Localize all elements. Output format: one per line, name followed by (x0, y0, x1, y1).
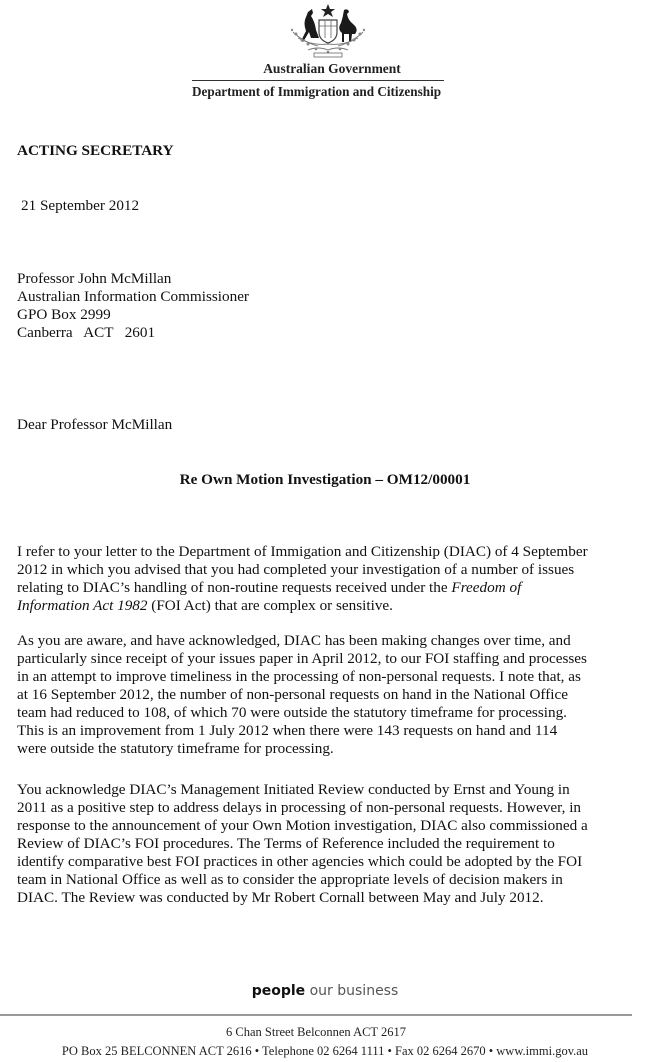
act-title-italic: Information Act 1982 (17, 597, 148, 614)
department-name: Department of Immigration and Citizenship (192, 84, 442, 99)
sender-title: ACTING SECRETARY (17, 142, 174, 159)
footer-street-address: 6 Chan Street Belconnen ACT 2617 (226, 1025, 406, 1039)
footer-tagline (0, 983, 650, 999)
paragraph-line: I refer to your letter to the Department of Immigation and Citizenship (DIAC) of 4 September (17, 543, 588, 560)
tagline-bold: people (251, 983, 306, 999)
subject-line: Re Own Motion Investigation – OM12/00001 (179, 471, 471, 488)
paragraph-line: This is an improvement from 1 July 2012 when there were 143 requests on hand and 114 (17, 722, 558, 739)
paragraph-line: team had reduced to 108, of which 70 were outside the statutory timeframe for processing. (17, 704, 567, 721)
paragraph-line: in an attempt to improve timeliness in the processing of non-personal requests. I note that, as (17, 668, 581, 685)
recipient-address (17, 270, 249, 342)
paragraph-line: particularly since receipt of your issues paper in April 2012, to our FOI staffing and processes (17, 650, 587, 667)
body-paragraph-2 (17, 632, 627, 758)
paragraph-text: (FOI Act) that are complex or sensitive. (147, 597, 393, 614)
paragraph-line: identify comparative best FOI practices in other agencies which could be adopted by the FOI (17, 853, 583, 870)
recipient-name: Professor John McMillan (17, 270, 172, 287)
paragraph-line: team in National Office as well as to consider the appropriate levels of decision makers in (17, 871, 563, 888)
salutation: Dear Professor McMillan (17, 416, 173, 433)
tagline-rest: our business (305, 983, 399, 999)
letterhead-divider (192, 80, 444, 81)
recipient-city: Canberra ACT 2601 (17, 324, 156, 341)
recipient-position: Australian Information Commissioner (17, 288, 249, 305)
paragraph-line: 2012 in which you advised that you had completed your investigation of a number of issues (17, 561, 575, 578)
paragraph-line: at 16 September 2012, the number of non-personal requests on hand in the National Office (17, 686, 568, 703)
paragraph-line: Review of DIAC’s FOI procedures. The Terms of Reference included the requirement to (17, 835, 555, 852)
body-paragraph-1 (17, 543, 627, 615)
coat-of-arms-icon (278, 2, 378, 58)
paragraph-line: response to the announcement of your Own Motion investigation, DIAC also commissioned a (17, 817, 588, 834)
paragraph-line: 2011 as a positive step to address delays in processing of non-personal requests. However, in (17, 799, 582, 816)
letter-date: 21 September 2012 (21, 197, 140, 214)
recipient-po-box: GPO Box 2999 (17, 306, 111, 323)
paragraph-line (17, 597, 627, 615)
footer-divider (0, 1014, 632, 1016)
body-paragraph-3 (17, 781, 627, 907)
government-name: Australian Government (263, 61, 401, 76)
act-title-italic: Freedom of (451, 579, 522, 596)
paragraph-text: relating to DIAC’s handling of non-routine requests received under the (17, 579, 452, 596)
paragraph-line: As you are aware, and have acknowledged, DIAC has been making changes over time, and (17, 632, 571, 649)
paragraph-line (17, 579, 627, 597)
paragraph-line: were outside the statutory timeframe for processing. (17, 740, 334, 757)
paragraph-line: You acknowledge DIAC’s Management Initiated Review conducted by Ernst and Young in (17, 781, 570, 798)
paragraph-line: DIAC. The Review was conducted by Mr Robert Cornall between May and July 2012. (17, 889, 544, 906)
footer-contact-details: PO Box 25 BELCONNEN ACT 2616 • Telephone 02 6264 1111 • Fax 02 6264 2670 • www.immi.gov.au (61, 1044, 589, 1058)
